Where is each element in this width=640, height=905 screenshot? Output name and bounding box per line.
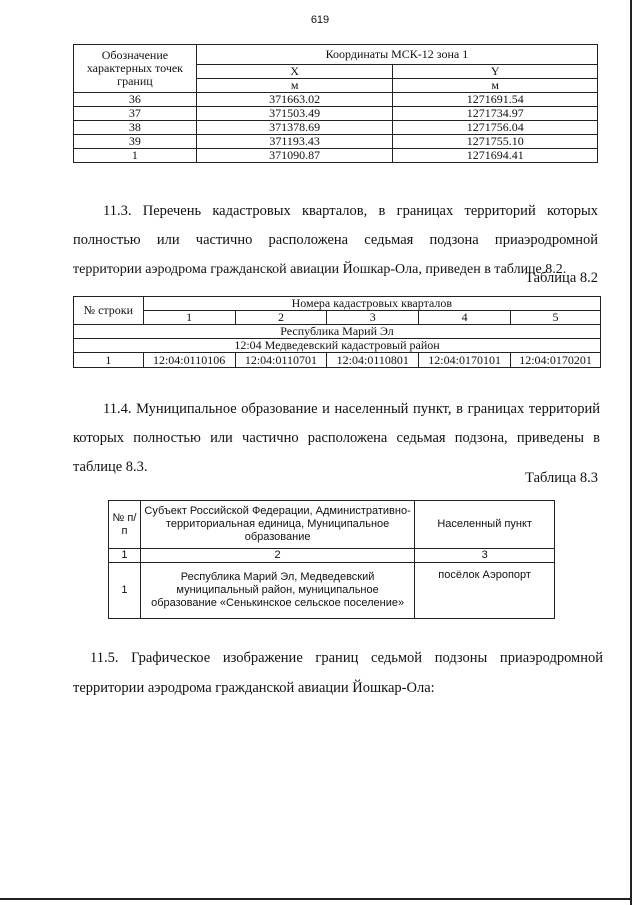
table-row — [109, 563, 555, 619]
column-number: 1 — [109, 549, 141, 563]
unit-y: м — [393, 79, 598, 93]
cadastral-quarter: 12:04:0110106 — [143, 353, 235, 368]
header-y: Y — [393, 65, 598, 79]
page-edge — [0, 898, 632, 900]
paragraph-line: 11.3. Перечень кадастровых кварталов, в границах территорий которых — [103, 203, 598, 219]
coord-x: 371378.69 — [196, 121, 393, 135]
column-number: 3 — [415, 549, 555, 563]
cadastral-quarter: 12:04:0110801 — [327, 353, 419, 368]
point-id: 38 — [74, 121, 197, 135]
header-cadastral-quarters: Номера кадастровых кварталов — [143, 297, 600, 311]
paragraph-line: таблице 8.3. — [73, 459, 148, 475]
column-number: 4 — [419, 311, 511, 325]
coord-x: 371663.02 — [196, 93, 393, 107]
table-row — [74, 135, 598, 149]
coord-x: 371193.43 — [196, 135, 393, 149]
table-row — [74, 353, 601, 368]
coord-x: 371090.87 — [196, 149, 393, 163]
page-edge — [630, 0, 632, 905]
header-coordinate-system: Координаты МСК-12 зона 1 — [196, 45, 597, 65]
column-number: 3 — [327, 311, 419, 325]
header-points: Обозначение характерных точек границ — [74, 45, 197, 93]
paragraph-line: которых полностью или частично расположена седьмая подзона, приведены в — [73, 430, 600, 446]
column-number: 5 — [511, 311, 601, 325]
settlement-name: посёлок Аэропорт — [415, 563, 555, 619]
header-number: № п/п — [109, 501, 141, 549]
table-row — [74, 107, 598, 121]
paragraph-line: территории аэродрома гражданской авиации Йошкар-Ола, приведен в таблице 8.2. — [73, 262, 567, 277]
paragraph-line: 11.4. Муниципальное образование и населенный пункт, в границах территорий — [103, 401, 600, 417]
point-id: 37 — [74, 107, 197, 121]
subject-name: Республика Марий Эл, Медведевский муниципальный район, муниципальное образование «Сенькинское сельское поселение» — [140, 563, 414, 619]
district-row: 12:04 Медведевский кадастровый район — [74, 339, 601, 353]
paragraph-line: 11.5. Графическое изображение границ седьмой подзоны приаэродромной — [90, 650, 603, 666]
table-row — [74, 149, 598, 163]
region-row: Республика Марий Эл — [74, 325, 601, 339]
column-number: 1 — [143, 311, 235, 325]
coordinates-table — [73, 44, 598, 163]
coord-y: 1271756.04 — [393, 121, 598, 135]
row-number: 1 — [109, 563, 141, 619]
page-number: 619 — [310, 14, 330, 26]
unit-x: м — [196, 79, 393, 93]
table-row — [74, 121, 598, 135]
point-id: 39 — [74, 135, 197, 149]
table-caption: Таблица 8.3 — [525, 470, 598, 486]
cadastral-quarter: 12:04:0170201 — [511, 353, 601, 368]
column-number: 2 — [140, 549, 414, 563]
coord-y: 1271691.54 — [393, 93, 598, 107]
coord-y: 1271734.97 — [393, 107, 598, 121]
coord-y: 1271694.41 — [393, 149, 598, 163]
coord-y: 1271755.10 — [393, 135, 598, 149]
coord-x: 371503.49 — [196, 107, 393, 121]
cadastral-quarter: 12:04:0170101 — [419, 353, 511, 368]
paragraph-line: территории аэродрома гражданской авиации Йошкар-Ола: — [73, 680, 435, 696]
paragraph-line: полностью или частично расположена седьмая подзона приаэродромной — [73, 232, 598, 248]
row-number: 1 — [74, 353, 144, 368]
header-x: X — [196, 65, 393, 79]
header-settlement: Населенный пункт — [415, 501, 555, 549]
point-id: 36 — [74, 93, 197, 107]
header-row-number: № строки — [74, 297, 144, 325]
column-number: 2 — [235, 311, 327, 325]
cadastral-quarter: 12:04:0110701 — [235, 353, 327, 368]
point-id: 1 — [74, 149, 197, 163]
table-caption: Таблица 8.2 — [525, 270, 598, 286]
municipality-table — [108, 500, 555, 619]
table-row — [74, 93, 598, 107]
header-subject: Субъект Российской Федерации, Административно-территориальная единица, Муниципальное образование — [140, 501, 414, 549]
cadastral-quarters-table — [73, 296, 601, 368]
